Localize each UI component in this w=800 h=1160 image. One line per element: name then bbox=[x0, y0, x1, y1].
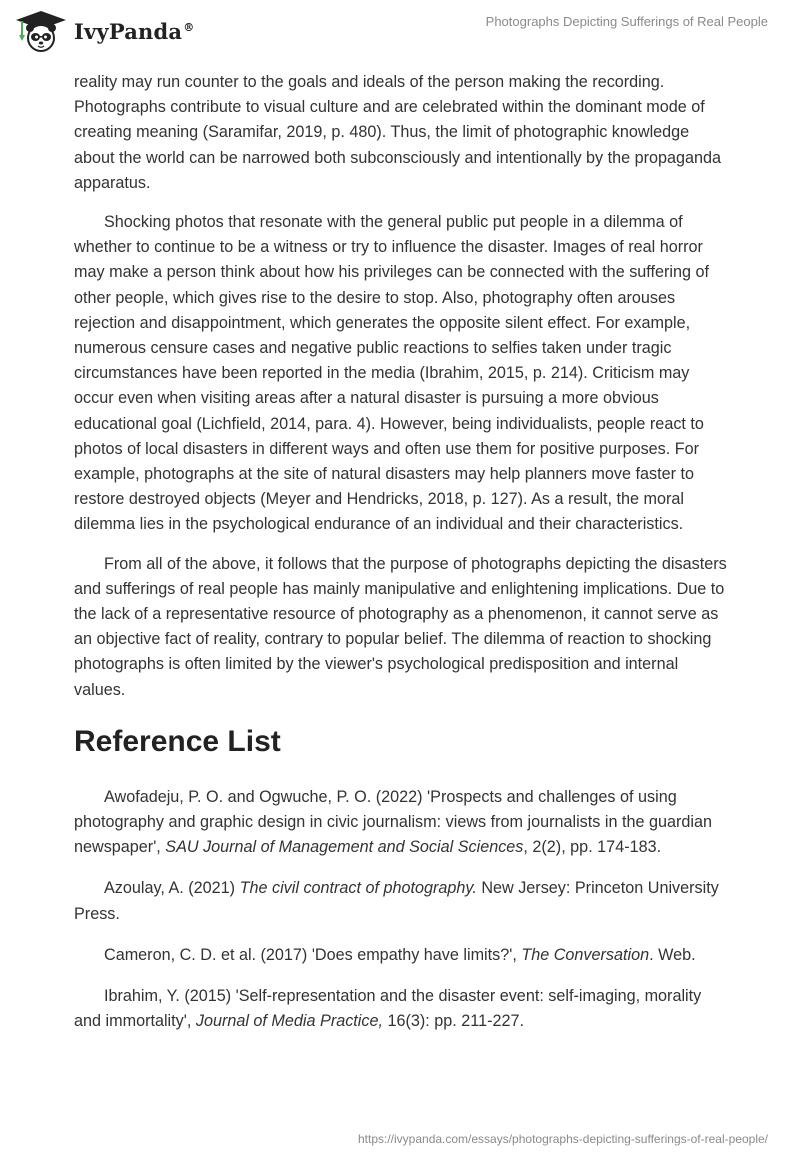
reference-entry: Azoulay, A. (2021) The civil contract of photography. New Jersey: Princeton University Press. bbox=[74, 879, 719, 923]
page-header bbox=[0, 0, 800, 70]
reference-entry: Cameron, C. D. et al. (2017) 'Does empathy have limits?', The Conversation. Web. bbox=[104, 945, 696, 964]
ivypanda-logo[interactable] bbox=[14, 9, 194, 53]
brand-name: IvyPanda® bbox=[74, 18, 195, 44]
essay-content bbox=[74, 70, 730, 1051]
reference-list-heading: Reference List bbox=[74, 724, 281, 758]
reference-entry: Ibrahim, Y. (2015) 'Self-representation and the disaster event: self-imaging, morality and immortality', Journal of Media Practice, 16(3): pp. 211-227. bbox=[74, 987, 702, 1031]
source-url-link[interactable]: https://ivypanda.com/essays/photographs-depicting-sufferings-of-real-people/ bbox=[357, 1132, 768, 1146]
document-title: Photographs Depicting Sufferings of Real People bbox=[485, 14, 768, 29]
reference-entry: Awofadeju, P. O. and Ogwuche, P. O. (2022) 'Prospects and challenges of using photography and graphic design in civic journalism: views from journalists in the guardian newspaper', SAU Journal of Management and Social Sciences, 2(2), pp. 174-183. bbox=[74, 787, 712, 857]
body-paragraph: reality may run counter to the goals and ideals of the person making the recording. Photographs contribute to visual culture and are celebrated within the dominant mode of creating meaning (Saramifar, 2019, p. 480). Thus, the limit of photographic knowledge about the world can be narrowed both subconsciously and intentionally by the propaganda apparatus. bbox=[74, 73, 722, 192]
body-paragraph: From all of the above, it follows that the purpose of photographs depicting the disasters and sufferings of real people has mainly manipulative and enlightening implications. Due to the lack of a representative resource of photography as a phenomenon, it cannot serve as an objective fact of reality, contrary to popular belief. The dilemma of reaction to shocking photographs is often limited by the viewer's psychological predisposition and internal values. bbox=[74, 554, 727, 699]
panda-graduate-icon bbox=[14, 9, 68, 53]
body-paragraph: Shocking photos that resonate with the general public put people in a dilemma of whether to continue to be a witness or try to influence the disaster. Images of real horror may make a person think about how his privileges can be connected with the suffering of other people, which gives rise to the desire to stop. Also, photography often arouses rejection and disappointment, which generates the opposite silent effect. For example, numerous censure cases and negative public reactions to selfies taken under tragic circumstances have been reported in the media (Ibrahim, 2015, p. 214). Criticism may occur even when visiting areas after a natural disaster is pursuing a more obvious educational goal (Lichfield, 2014, para. 4). However, being individualists, people react to photos of local disasters in different ways and often use them for positive purposes. For example, photographs at the site of natural disasters may help planners move faster to restore destroyed objects (Meyer and Hendricks, 2018, p. 127). As a result, the moral dilemma lies in the psychological endurance of an individual and their characteristics. bbox=[74, 213, 709, 534]
